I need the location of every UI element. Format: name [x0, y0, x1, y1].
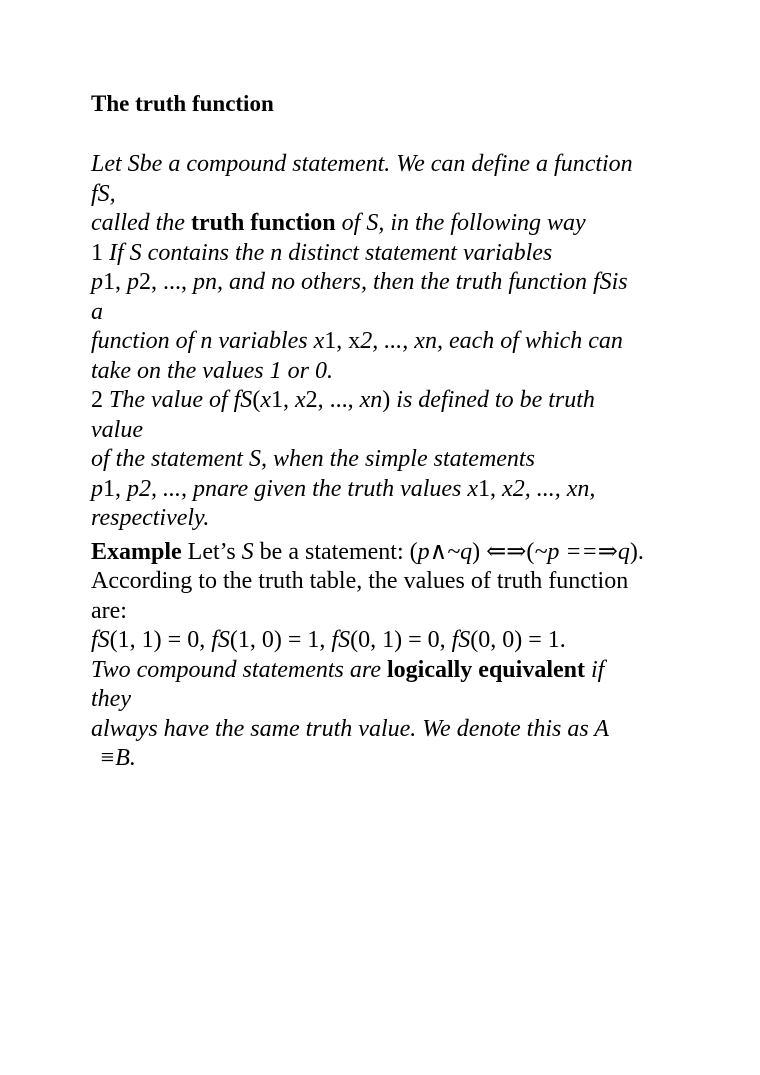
text-span: p — [91, 269, 103, 295]
text-span: ) ⇐⇒( — [472, 538, 535, 565]
definition-line-8: take on the values 1 or 0. — [91, 357, 333, 384]
text-span: ). — [629, 538, 644, 565]
example-line-3: are: — [91, 597, 127, 624]
text-span: Let’s — [181, 538, 242, 565]
text-span: of S, in the following way — [335, 210, 586, 236]
text-span: 1, — [270, 387, 295, 413]
text-span: if — [584, 656, 605, 683]
text-span: Two compound statements are — [91, 656, 387, 683]
text-span: fS — [91, 627, 110, 653]
text-span: The value of fS — [109, 387, 253, 413]
example-line-6: they — [91, 686, 131, 712]
text-span: fS — [331, 627, 351, 653]
term-truth-function: truth function — [190, 210, 336, 236]
document-page — [91, 88, 691, 774]
example-line-5 — [91, 656, 691, 686]
text-span: 2, ..., pnare given the truth values — [139, 475, 468, 502]
text-span: 2, ..., xn, each of which can — [360, 328, 623, 354]
text-span: xn — [359, 387, 383, 413]
example-line-2: According to the truth table, the values of truth function — [91, 568, 629, 594]
definition-line-13: respectively. — [91, 505, 210, 531]
equivalence-notation: ≡B. — [99, 745, 136, 771]
definition-line-4 — [91, 239, 691, 269]
definition-line-10: value — [91, 416, 143, 443]
text-span: fS — [451, 627, 471, 653]
text-span: be a statement: ( — [253, 538, 418, 565]
text-span: If S contains the n distinct statement variables — [109, 239, 553, 266]
section-title: The truth function — [91, 91, 274, 116]
text-span: 1, — [103, 269, 127, 295]
example-line-7: always have the same truth value. We denote this as A — [91, 715, 609, 742]
definition-line-3 — [91, 209, 691, 239]
text-span: fS — [211, 627, 230, 653]
example-line-1 — [91, 538, 691, 568]
text-span: (1, 0) = 1, — [229, 627, 332, 653]
definition-line-11: of the statement S, when the simple statements — [91, 446, 535, 472]
text-span: x — [294, 387, 306, 413]
example-label: Example — [91, 538, 182, 565]
text-span: (0, 0) = 1. — [470, 627, 566, 653]
text-span: 1, — [478, 475, 503, 502]
text-span: p — [91, 475, 103, 502]
item-number-1: 1 — [91, 239, 109, 266]
text-span: ( — [252, 387, 261, 413]
text-span: ) — [382, 387, 391, 413]
text-span: (0, 1) = 0, — [350, 627, 452, 653]
definition-line-2: fS, — [91, 180, 116, 207]
text-span: x — [260, 387, 271, 413]
text-span: 2, ..., — [305, 387, 360, 413]
text-span: pn, and no others, then the truth function fSis — [193, 269, 628, 295]
item-number-2: 2 — [91, 387, 109, 413]
text-span: 2, ..., xn, — [512, 475, 596, 502]
example-line-8 — [91, 744, 691, 774]
text-span: p — [127, 475, 139, 502]
definition-block — [91, 150, 691, 534]
example-line-4 — [91, 626, 691, 656]
definition-line-1: Let Sbe a compound statement. We can define a function — [91, 151, 633, 177]
text-span: 1, — [103, 475, 127, 502]
text-span: function of n variables x — [91, 328, 325, 354]
formula-left: p∧~q — [417, 538, 473, 565]
text-span: is defined to be truth — [390, 387, 595, 413]
definition-line-7 — [91, 327, 691, 357]
text-span: x — [467, 475, 479, 502]
text-span: called the — [91, 210, 191, 236]
definition-line-5 — [91, 268, 691, 298]
definition-line-6: a — [91, 298, 103, 325]
text-span: x — [502, 475, 513, 502]
text-span: 1, x — [324, 328, 361, 354]
text-span: p — [127, 269, 139, 295]
text-span: S — [241, 538, 254, 565]
term-logically-equivalent: logically equivalent — [386, 656, 585, 683]
example-block — [91, 538, 691, 774]
formula-right: ~p ==⇒q — [534, 538, 630, 565]
text-span: 2, ..., — [139, 269, 193, 295]
definition-line-12 — [91, 475, 691, 505]
definition-line-9 — [91, 386, 691, 416]
text-span: (1, 1) = 0, — [109, 627, 212, 653]
